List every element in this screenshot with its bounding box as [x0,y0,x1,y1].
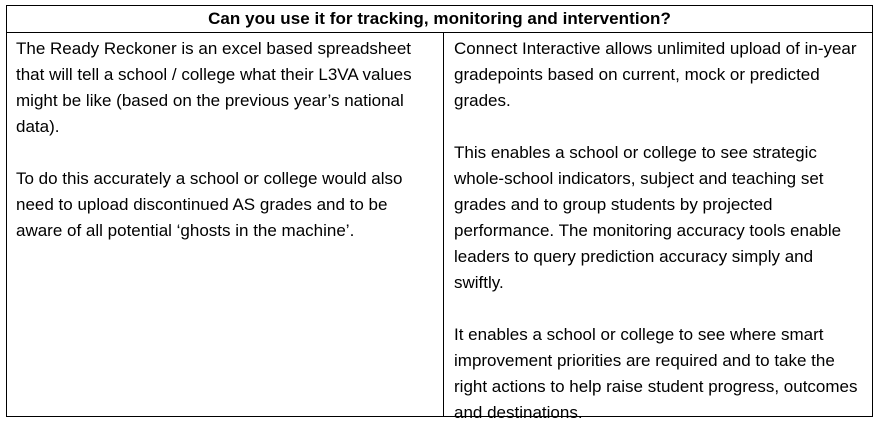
connect-interactive-cell [444,33,872,422]
ready-reckoner-cell [7,33,444,416]
table-header: Can you use it for tracking, monitoring and intervention? [7,6,872,33]
connect-interactive-upload: Connect Interactive allows unlimited upload of in-year gradepoints based on current, mock or predicted grades. [454,39,857,110]
ready-reckoner-description: The Ready Reckoner is an excel based spreadsheet that will tell a school / college what their L3VA values might be like (based on the previous year’s national data). [16,39,412,136]
connect-interactive-priorities: It enables a school or college to see where smart improvement priorities are required and to take the right actions to help raise student progress, outcomes and destinations. [454,325,858,422]
connect-interactive-indicators: This enables a school or college to see strategic whole-school indicators, subject and teaching set grades and to group students by projected performance. The monitoring accuracy tools enable leaders to query prediction accuracy simply and swiftly. [454,143,842,292]
ready-reckoner-requirements: To do this accurately a school or college would also need to upload discontinued AS grades and to be aware of all potential ‘ghosts in the machine’. [16,169,403,240]
comparison-table [6,5,873,422]
